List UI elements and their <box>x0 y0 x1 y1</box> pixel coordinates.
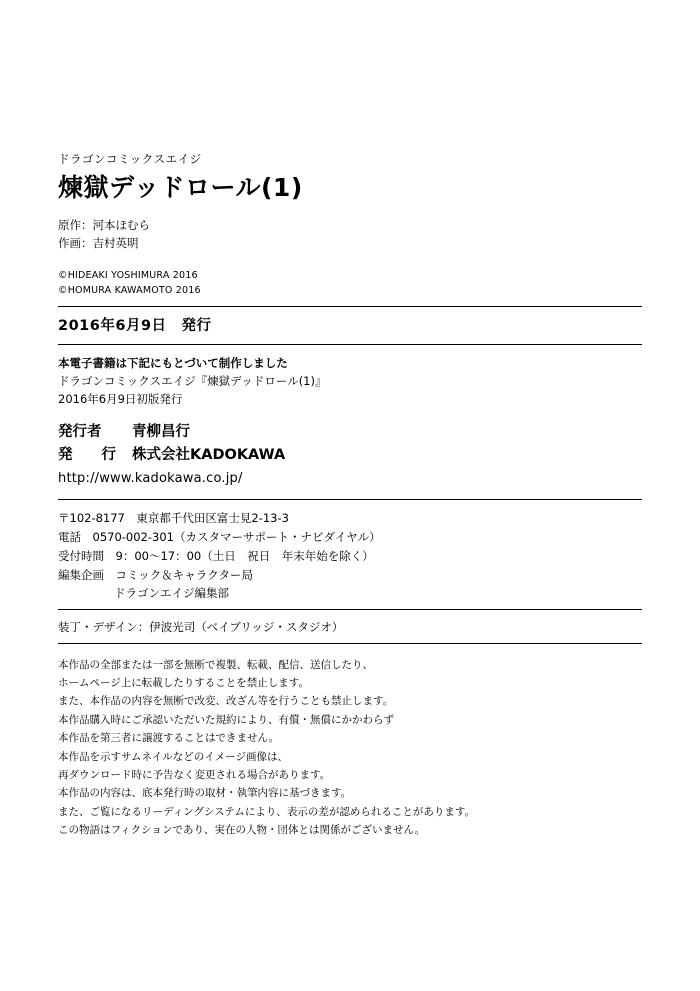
series-label: ドラゴンコミックスエイジ <box>58 152 202 166</box>
issuer-label: 発行者 <box>58 423 102 440</box>
divider-above-notices <box>58 643 642 644</box>
publisher-block <box>58 421 642 467</box>
notice-line-1: 本作品の全部または一部を無断で複製、転載、配信、送信したり、 <box>58 658 373 671</box>
address-block <box>58 509 642 604</box>
publication-date: 2016年6月9日 発行 <box>58 318 212 335</box>
notice-line-6: 本作品を示すサムネイルなどのイメージ画像は、 <box>58 750 288 763</box>
based-on-block <box>58 354 642 409</box>
issuer-name: 青柳昌行 <box>132 423 190 440</box>
address-line-3: 受付時間 9：00〜17：00（土日 祝日 年末年始を除く） <box>58 548 374 563</box>
publisher-name: 株式会社KADOKAWA <box>132 446 286 463</box>
notice-line-3: また、本作品の内容を無断で改変、改ざん等を行うことも禁止します。 <box>58 695 394 708</box>
divider-above-address <box>58 499 642 500</box>
publisher-label: 発 行 <box>58 446 116 463</box>
address-line-1: 〒102-8177 東京都千代田区富士見2-13-3 <box>58 510 289 525</box>
notice-line-2: ホームページ上に転載したりすることを禁止します。 <box>58 677 309 690</box>
address-line-4: 編集企画 コミック＆キャラクター局 <box>58 567 254 582</box>
notice-line-8: 本作品の内容は、底本発行時の取材・執筆内容に基づきます。 <box>58 787 352 800</box>
work-title: 煉獄デッドロール(1) <box>58 172 303 202</box>
credit-art: 作画：吉村英明 <box>58 236 139 250</box>
based-on-line-1: 本電子書籍は下記にもとづいて制作しました <box>58 355 288 370</box>
notice-line-4: 本作品購入時にご承認いただいた規約により、有償・無償にかかわらず <box>58 713 394 726</box>
based-on-line-3: 2016年6月9日初版発行 <box>58 392 183 407</box>
divider-above-pubdate <box>58 306 642 307</box>
divider-above-design-credit <box>58 609 642 610</box>
divider-below-pubdate <box>58 344 642 345</box>
notice-line-9: また、ご覧になるリーディングシステムにより、表示の差が認められることがあります。 <box>58 805 476 818</box>
publisher-url[interactable]: http://www.kadokawa.co.jp/ <box>58 471 243 487</box>
notice-line-10: この物語はフィクションであり、実在の人物・団体とは関係がございません。 <box>58 824 426 837</box>
credit-original-story: 原作：河本ほむら <box>58 218 150 233</box>
based-on-line-2: ドラゴンコミックスエイジ『煉獄デッドロール(1)』 <box>58 373 327 388</box>
copyright-line-1: ©HIDEAKI YOSHIMURA 2016 <box>58 269 198 281</box>
address-line-5: ドラゴンエイジ編集部 <box>114 586 229 601</box>
notice-line-7: 再ダウンロード時に予告なく変更される場合があります。 <box>58 768 331 781</box>
issuer-line <box>58 421 642 444</box>
credits-block <box>58 217 642 253</box>
copyright-line-2: ©HOMURA KAWAMOTO 2016 <box>58 284 201 296</box>
notice-line-5: 本作品を第三者に譲渡することはできません。 <box>58 732 280 745</box>
address-line-2: 電話 0570-002-301（カスタマーサポート・ナビダイヤル） <box>58 529 381 544</box>
design-credit: 装丁・デザイン：伊波光司（ベイブリッジ・スタジオ） <box>58 620 344 635</box>
publisher-line <box>58 444 642 467</box>
copyright-block <box>58 269 642 298</box>
legal-notices <box>58 656 642 840</box>
colophon-block <box>58 152 642 839</box>
